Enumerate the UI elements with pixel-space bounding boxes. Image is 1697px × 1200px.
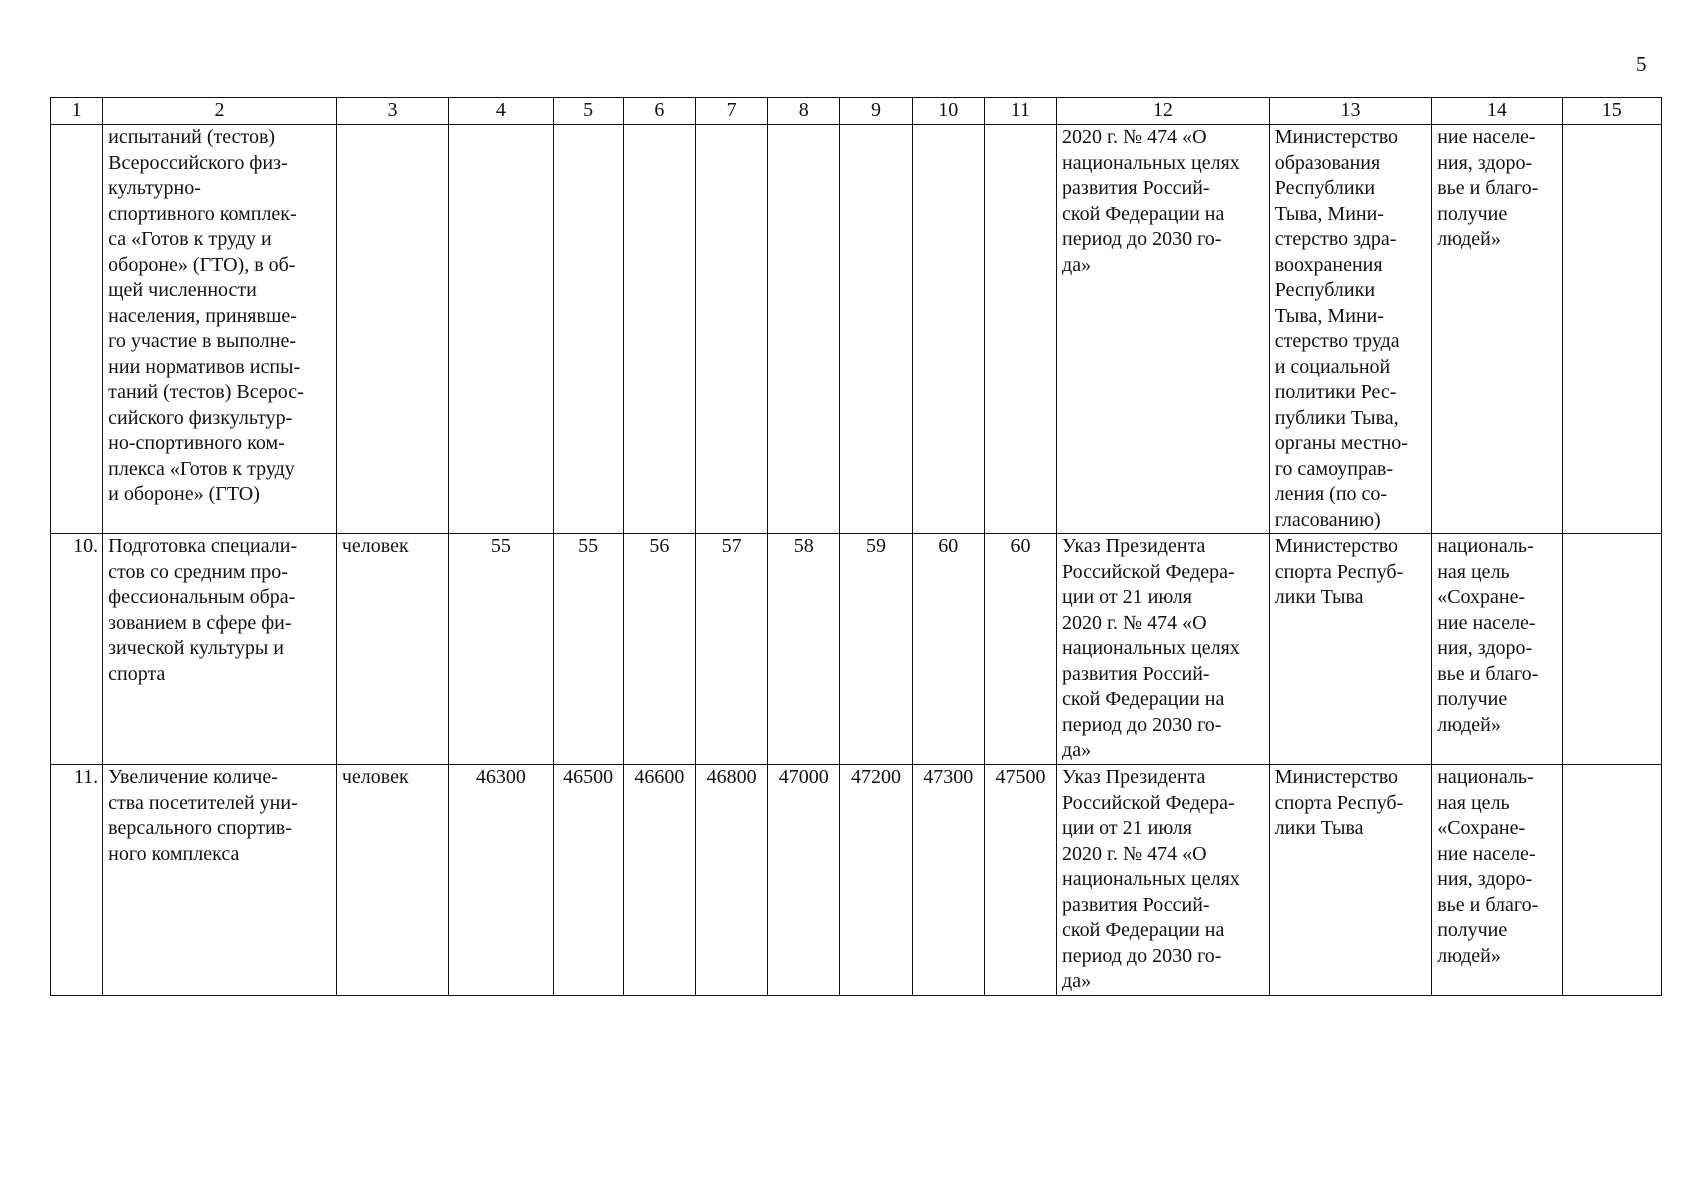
- value-cell: [623, 125, 695, 534]
- value-cell: 46300: [449, 765, 553, 996]
- value-cell: [449, 125, 553, 534]
- column-header: 4: [449, 98, 553, 125]
- value-cell: 55: [553, 534, 623, 765]
- column-header: 5: [553, 98, 623, 125]
- extra-cell: [1562, 125, 1661, 534]
- unit-cell: человек: [336, 534, 448, 765]
- value-cell: 47000: [768, 765, 840, 996]
- value-cell: [553, 125, 623, 534]
- indicator-name: испытаний (тестов) Всероссийского физ- культурно- спортивного комплек- са «Готов к труду и обороне» (ГТО), в об- щей численности населения, принявше- го участие в выполне- нии нормативов испы- таний (тестов) Всерос- сийского физкультур- но-спортивного ком- плекса «Готов к труду и обороне» (ГТО): [103, 125, 337, 534]
- value-cell: 46800: [695, 765, 767, 996]
- value-cell: 57: [695, 534, 767, 765]
- legal-basis-cell: Указ Президента Российской Федера- ции от 21 июля 2020 г. № 474 «О национальных целях развития Россий- ской Федерации на период до 2030 го- да»: [1057, 765, 1270, 996]
- legal-basis-cell: 2020 г. № 474 «О национальных целях развития Россий- ской Федерации на период до 2030 го- да»: [1057, 125, 1270, 534]
- national-goal-cell: ние населе- ния, здоро- вье и благо- получие людей»: [1432, 125, 1562, 534]
- column-header: 14: [1432, 98, 1562, 125]
- column-number-row: [51, 98, 1662, 125]
- indicator-name: Подготовка специали- стов со средним про- фессиональным обра- зованием в сфере фи- зической культуры и спорта: [103, 534, 337, 765]
- extra-cell: [1562, 534, 1661, 765]
- value-cell: [912, 125, 984, 534]
- extra-cell: [1562, 765, 1661, 996]
- column-header: 13: [1269, 98, 1432, 125]
- national-goal-cell: националь- ная цель «Сохране- ние населе- ния, здоро- вье и благо- получие людей»: [1432, 534, 1562, 765]
- value-cell: 55: [449, 534, 553, 765]
- table-row: [51, 125, 1662, 534]
- column-header: 7: [695, 98, 767, 125]
- table-row: [51, 534, 1662, 765]
- column-header: 15: [1562, 98, 1661, 125]
- value-cell: 46500: [553, 765, 623, 996]
- value-cell: [768, 125, 840, 534]
- column-header: 2: [103, 98, 337, 125]
- value-cell: 56: [623, 534, 695, 765]
- value-cell: 58: [768, 534, 840, 765]
- value-cell: 59: [840, 534, 912, 765]
- row-index: 10.: [51, 534, 103, 765]
- row-index: [51, 125, 103, 534]
- responsible-cell: Министерство образования Республики Тыва, Мини- стерство здра- воохранения Республики Тыва, Мини- стерство труда и социальной политики Рес- публики Тыва, органы местно- го самоуправ- ления (по со- гласованию): [1269, 125, 1432, 534]
- row-index: 11.: [51, 765, 103, 996]
- page-number: 5: [1636, 52, 1647, 76]
- column-header: 11: [984, 98, 1056, 125]
- column-header: 8: [768, 98, 840, 125]
- column-header: 6: [623, 98, 695, 125]
- indicator-name: Увеличение количе- ства посетителей уни- версального спортив- ного комплекса: [103, 765, 337, 996]
- legal-basis-cell: Указ Президента Российской Федера- ции от 21 июля 2020 г. № 474 «О национальных целях развития Россий- ской Федерации на период до 2030 го- да»: [1057, 534, 1270, 765]
- column-header: 12: [1057, 98, 1270, 125]
- value-cell: 47200: [840, 765, 912, 996]
- value-cell: [840, 125, 912, 534]
- value-cell: 47500: [984, 765, 1056, 996]
- responsible-cell: Министерство спорта Респуб- лики Тыва: [1269, 765, 1432, 996]
- value-cell: 60: [984, 534, 1056, 765]
- indicators-table: [50, 97, 1662, 996]
- column-header: 10: [912, 98, 984, 125]
- column-header: 9: [840, 98, 912, 125]
- table-row: [51, 765, 1662, 996]
- value-cell: 60: [912, 534, 984, 765]
- column-header: 3: [336, 98, 448, 125]
- value-cell: [984, 125, 1056, 534]
- value-cell: [695, 125, 767, 534]
- value-cell: 47300: [912, 765, 984, 996]
- column-header: 1: [51, 98, 103, 125]
- unit-cell: человек: [336, 765, 448, 996]
- unit-cell: [336, 125, 448, 534]
- value-cell: 46600: [623, 765, 695, 996]
- responsible-cell: Министерство спорта Респуб- лики Тыва: [1269, 534, 1432, 765]
- national-goal-cell: националь- ная цель «Сохране- ние населе- ния, здоро- вье и благо- получие людей»: [1432, 765, 1562, 996]
